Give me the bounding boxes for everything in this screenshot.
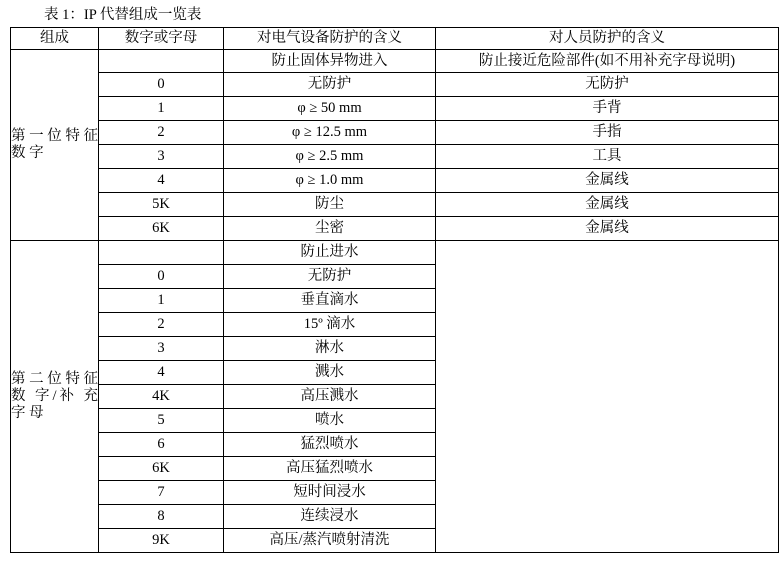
cell-person-meaning: 防止接近危险部件(如不用补充字母说明) [436, 50, 779, 73]
header-cell-equipment-meaning: 对电气设备防护的含义 [224, 28, 436, 50]
cell-device-meaning: φ ≥ 2.5 mm [224, 145, 436, 169]
cell-code: 5K [99, 193, 224, 217]
table-row [11, 169, 779, 193]
cell-code: 4K [99, 385, 224, 409]
cell-code: 6K [99, 217, 224, 241]
cell-device-meaning: 淋水 [224, 337, 436, 361]
table-row [11, 217, 779, 241]
cell-code: 7 [99, 481, 224, 505]
cell-code: 1 [99, 289, 224, 313]
cell-code: 1 [99, 97, 224, 121]
table-row [11, 50, 779, 73]
cell-person-meaning: 金属线 [436, 169, 779, 193]
cell-device-meaning: 溅水 [224, 361, 436, 385]
cell-code: 6 [99, 433, 224, 457]
ip-protection-table [10, 27, 779, 553]
cell-device-meaning: 尘密 [224, 217, 436, 241]
cell-device-meaning: 高压猛烈喷水 [224, 457, 436, 481]
cell-code: 8 [99, 505, 224, 529]
table-body [11, 50, 779, 553]
cell-code: 2 [99, 121, 224, 145]
header-cell-composition: 组成 [11, 28, 99, 50]
cell-code: 0 [99, 73, 224, 97]
cell-person-meaning: 无防护 [436, 73, 779, 97]
cell-person-meaning: 手指 [436, 121, 779, 145]
cell-code: 4 [99, 169, 224, 193]
cell-device-meaning: 垂直滴水 [224, 289, 436, 313]
cell-code: 4 [99, 361, 224, 385]
table-row [11, 193, 779, 217]
table-row [11, 97, 779, 121]
cell-code: 3 [99, 145, 224, 169]
cell-device-meaning: φ ≥ 1.0 mm [224, 169, 436, 193]
cell-code: 6K [99, 457, 224, 481]
cell-device-meaning: φ ≥ 50 mm [224, 97, 436, 121]
cell-code: 0 [99, 265, 224, 289]
cell-device-meaning: 防尘 [224, 193, 436, 217]
cell-device-meaning: 猛烈喷水 [224, 433, 436, 457]
cell-person-meaning-empty [436, 241, 779, 553]
section-label-first-digit: 第 一 位 特 征 数 字 [11, 50, 99, 241]
table-row [11, 121, 779, 145]
cell-device-meaning: 防止进水 [224, 241, 436, 265]
cell-device-meaning: 短时间浸水 [224, 481, 436, 505]
cell-person-meaning: 手背 [436, 97, 779, 121]
header-row [11, 28, 779, 50]
table-caption: 表 1：IP 代替组成一览表 [44, 7, 202, 23]
cell-device-meaning: 无防护 [224, 73, 436, 97]
cell-code: 2 [99, 313, 224, 337]
table-row [11, 241, 779, 265]
cell-person-meaning: 金属线 [436, 193, 779, 217]
table-header [11, 28, 779, 50]
cell-code [99, 50, 224, 73]
cell-code: 5 [99, 409, 224, 433]
table-row [11, 73, 779, 97]
cell-device-meaning: 高压/蒸汽喷射清洗 [224, 529, 436, 553]
cell-device-meaning: 15º 滴水 [224, 313, 436, 337]
section-label-second-digit: 第 二 位 特 征 数 字/补 充 字 母 [11, 241, 99, 553]
header-cell-person-meaning: 对人员防护的含义 [436, 28, 779, 50]
cell-code: 9K [99, 529, 224, 553]
cell-device-meaning: 高压溅水 [224, 385, 436, 409]
cell-device-meaning: 连续浸水 [224, 505, 436, 529]
cell-device-meaning: 防止固体异物进入 [224, 50, 436, 73]
cell-device-meaning: φ ≥ 12.5 mm [224, 121, 436, 145]
cell-person-meaning: 金属线 [436, 217, 779, 241]
cell-code: 3 [99, 337, 224, 361]
table-row [11, 145, 779, 169]
header-cell-digit-letter: 数字或字母 [99, 28, 224, 50]
cell-code [99, 241, 224, 265]
cell-device-meaning: 无防护 [224, 265, 436, 289]
cell-person-meaning: 工具 [436, 145, 779, 169]
cell-device-meaning: 喷水 [224, 409, 436, 433]
